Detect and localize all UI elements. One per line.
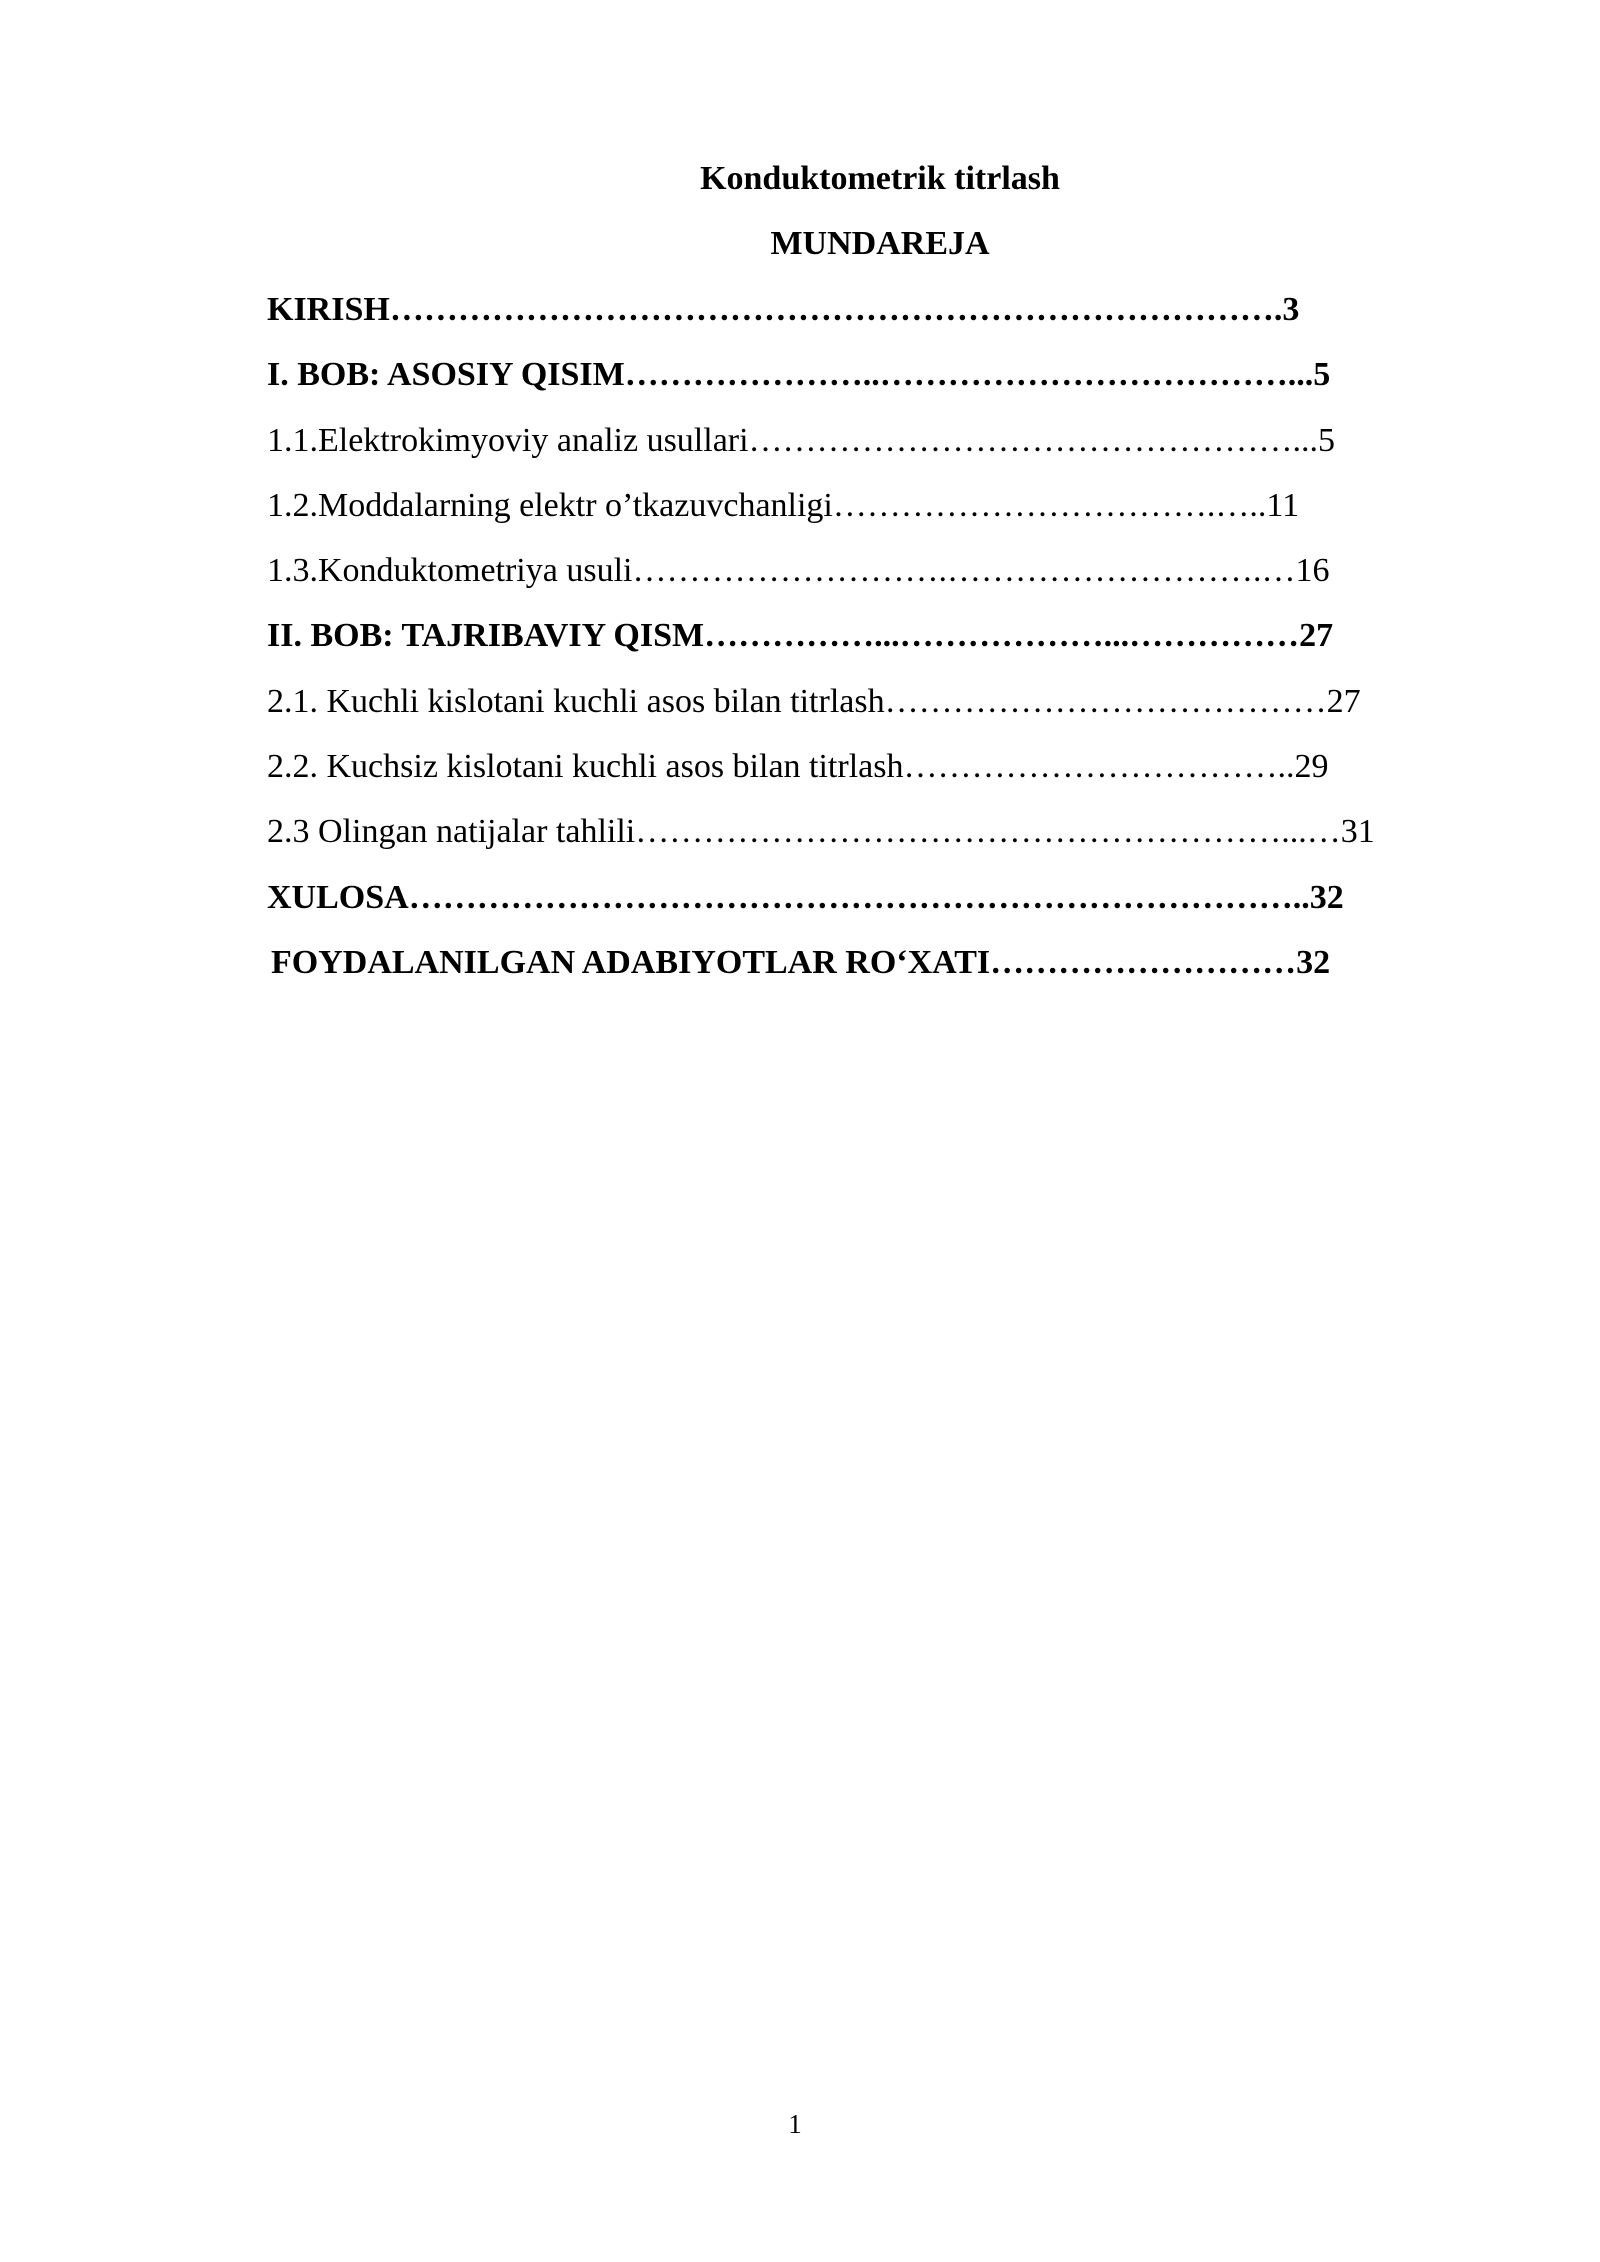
toc-entry-chapter-2[interactable]: II. BOB: TAJRIBAVIY QISM……………...………………...……………27 bbox=[267, 617, 1334, 655]
table-of-contents bbox=[267, 290, 1492, 1008]
page-number: 1 bbox=[788, 2109, 802, 2139]
document-title: Konduktometrik titrlash bbox=[700, 160, 1060, 197]
toc-entry-2-1[interactable]: 2.1. Kuchli kislotani kuchli asos bilan titrlash…………………………………27 bbox=[267, 682, 1361, 720]
toc-entry-1-1[interactable]: 1.1.Elektrokimyoviy analiz usullari…………………………………………...5 bbox=[267, 421, 1336, 459]
toc-entry-references[interactable]: FOYDALANILGAN ADABIYOTLAR RO‘XATI………………………32 bbox=[271, 943, 1331, 981]
toc-heading: MUNDAREJA bbox=[770, 225, 990, 262]
toc-entry-1-2[interactable]: 1.2.Moddalarning elektr o’tkazuvchanligi…………………………….…..11 bbox=[267, 486, 1300, 524]
toc-entry-xulosa[interactable]: XULOSA……………………………………………………………………..32 bbox=[267, 878, 1344, 916]
toc-entry-2-3[interactable]: 2.3 Olingan natijalar tahlili…………………………………………………...…31 bbox=[267, 813, 1375, 851]
toc-entry-1-3[interactable]: 1.3.Konduktometriya usuli……………………….……………………….…16 bbox=[267, 552, 1330, 590]
toc-entry-chapter-1[interactable]: I. BOB: ASOSIY QISIM…………………..………………………………...5 bbox=[267, 356, 1331, 394]
toc-entry-2-2[interactable]: 2.2. Kuchsiz kislotani kuchli asos bilan titrlash……………………………..29 bbox=[267, 748, 1329, 786]
toc-entry-kirish[interactable]: KIRISH…………………………………………………………………….3 bbox=[267, 291, 1300, 328]
